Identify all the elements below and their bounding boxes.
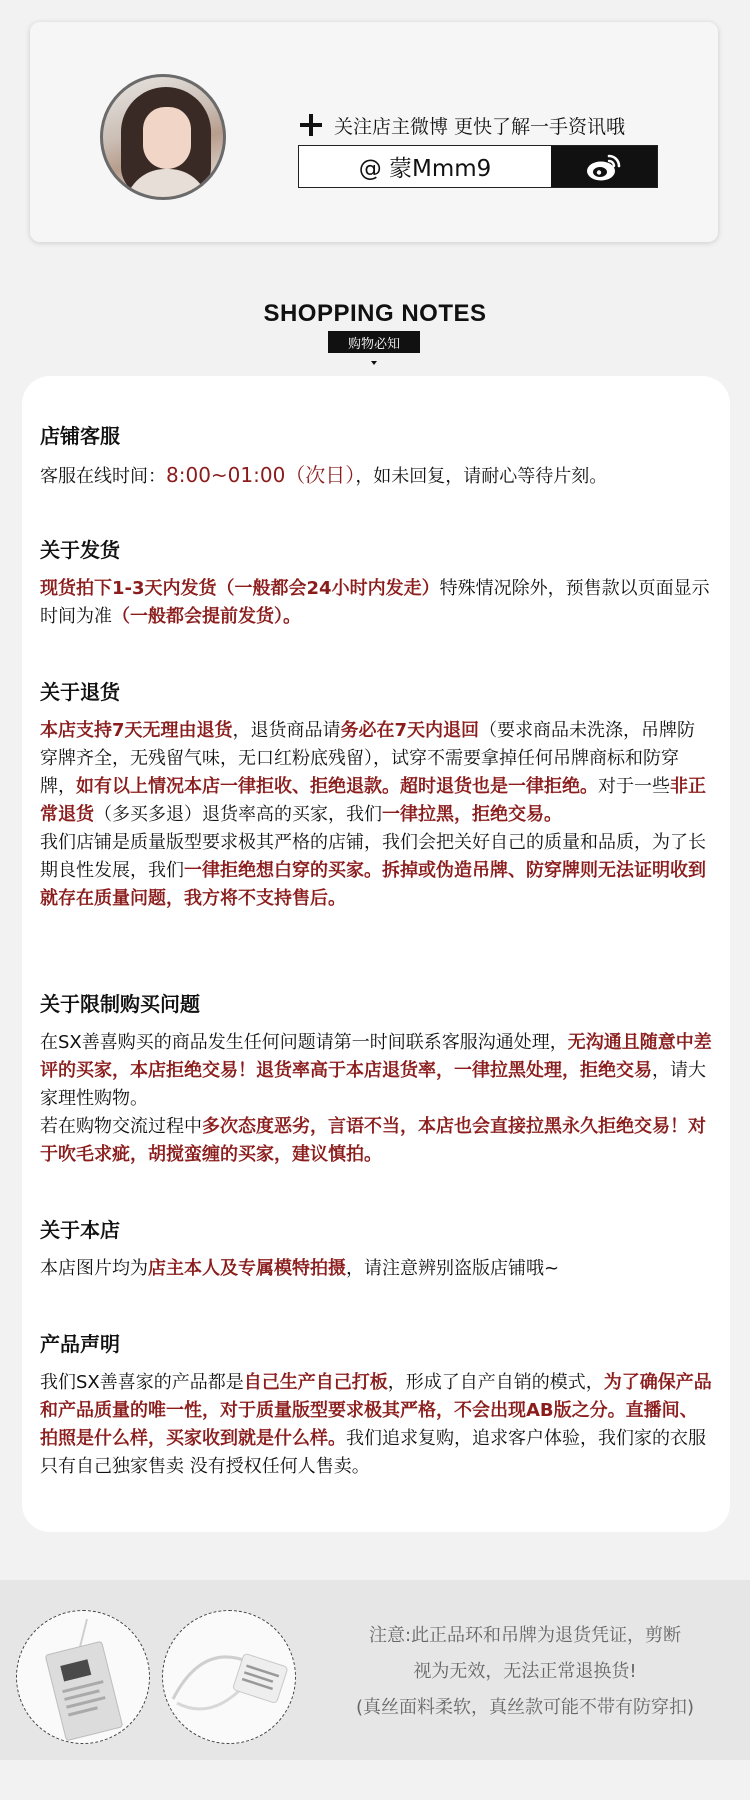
weibo-icon [585,152,623,182]
section-body [40,1029,712,1169]
section-title: 关于限制购买问题 [40,992,200,1016]
text-segment: ，如未回复，请耐心等待片刻。 [355,466,608,487]
text-segment: ，形成了自产自销的模式， [387,1372,604,1393]
section-about-shop [40,1214,712,1283]
notice-line: 注意:此正品环和吊牌为退货凭证，剪断 [368,1625,682,1646]
text-highlight: 一律拉黑，拒绝交易。 [382,804,562,825]
text-highlight: 非正常退货 [40,776,706,825]
text-segment: 对于一些 [598,776,670,797]
text-segment: （多买多退）退货率高的买家，我们 [94,804,382,825]
hang-tag-photo [16,1610,150,1744]
text-highlight: 店主本人及专属模特拍摄 [148,1258,346,1279]
shop-owner-avatar[interactable] [100,74,226,200]
text-segment: 客服在线时间： [40,466,166,487]
text-highlight: 本店支持7天无理由退货 [40,720,233,741]
shopping-notes-badge: 购物必知 [328,331,420,353]
caret-down-icon [371,361,377,365]
section-title: 关于退货 [40,680,120,704]
follow-card [30,22,718,242]
section-body [40,1255,712,1283]
section-body [40,1369,712,1481]
notes-card [22,376,730,1532]
notice-line: (真丝面料柔软，真丝款可能不带有防穿扣) [355,1697,695,1718]
section-shipping [40,534,712,631]
section-purchase-limits [40,988,712,1169]
return-notice [320,1618,730,1726]
notice-line: 视为无效，无法正常退换货! [413,1661,637,1682]
security-ring-photo [162,1610,296,1744]
text-segment: 特殊情况除外，预售款以页面显示时间为准 [40,578,710,627]
weibo-handle[interactable]: @ 蒙Mmm9 [358,156,492,182]
section-title: 产品声明 [40,1332,120,1356]
text-highlight: 自己生产自己打板 [243,1372,388,1393]
section-returns [40,676,712,913]
shopping-notes-title: SHOPPING NOTES [263,300,487,327]
section-title: 店铺客服 [40,424,120,448]
text-segment: ，请注意辨别盗版店铺哦~ [346,1258,560,1279]
text-segment: （要求商品未洗涤，吊牌防穿牌齐全，无残留气味，无口红粉底残留），试穿不需要拿掉任何吊牌商标和防穿牌， [40,720,696,797]
text-segment: 本店图片均为 [40,1258,148,1279]
text-segment: 我们SX善喜家的产品都是 [40,1372,244,1393]
text-highlight: 无沟通且随意中差评的买家，本店拒绝交易！退货率高于本店退货率，一律拉黑处理，拒绝交易 [40,1032,712,1081]
section-body [40,717,712,913]
text-segment: 我们店铺是质量版型要求极其严格的店铺，我们会把关好自己的质量和品质，为了长期良性发展，我们 [40,832,706,881]
follow-prompt[interactable] [300,110,625,140]
text-highlight: 一律拒绝想白穿的买家。拆掉或伪造吊牌、防穿牌则无法证明收到就存在质量问题，我方将不支持售后。 [40,860,706,909]
text-highlight: 现货拍下1-3天内发货（一般都会24小时内发走） [40,578,440,599]
text-segment: 在SX善喜购买的商品发生任何问题请第一时间联系客服沟通处理， [40,1032,568,1053]
text-highlight: 务必在7天内退回 [340,720,480,741]
plus-icon [300,114,322,136]
text-segment: 我们追求复购，追求客户体验，我们家的衣服只有自己独家售卖 没有授权任何人售卖。 [40,1428,706,1477]
section-product-statement [40,1328,712,1481]
weibo-button[interactable] [551,146,657,187]
text-segment: 若在购物交流过程中 [40,1116,202,1137]
weibo-follow-box[interactable] [298,145,658,188]
text-highlight: 多次态度恶劣，言语不当，本店也会直接拉黑永久拒绝交易！对于吹毛求疵，胡搅蛮缠的买家，建议慎拍。 [40,1116,706,1165]
footer-notice [0,1580,750,1760]
text-segment: ，请大家理性购物。 [40,1060,706,1109]
service-hours: 8:00~01:00（次日） [166,463,356,487]
section-body [40,461,712,491]
section-body [40,575,712,631]
section-title: 关于发货 [40,538,120,562]
follow-text: 关注店主微博 更快了解一手资讯哦 [334,115,626,138]
text-highlight: （一般都会提前发货）。 [112,606,301,627]
text-highlight: 如有以上情况本店一律拒收、拒绝退款。超时退货也是一律拒绝。 [76,776,598,797]
text-segment: ，退货商品请 [232,720,341,741]
text-highlight: 为了确保产品和产品质量的唯一性，对于质量版型要求极其严格，不会出现AB版之分。直播间、拍照是什么样，买家收到就是什么样。 [40,1372,712,1449]
section-title: 关于本店 [40,1218,120,1242]
section-service [40,420,712,491]
